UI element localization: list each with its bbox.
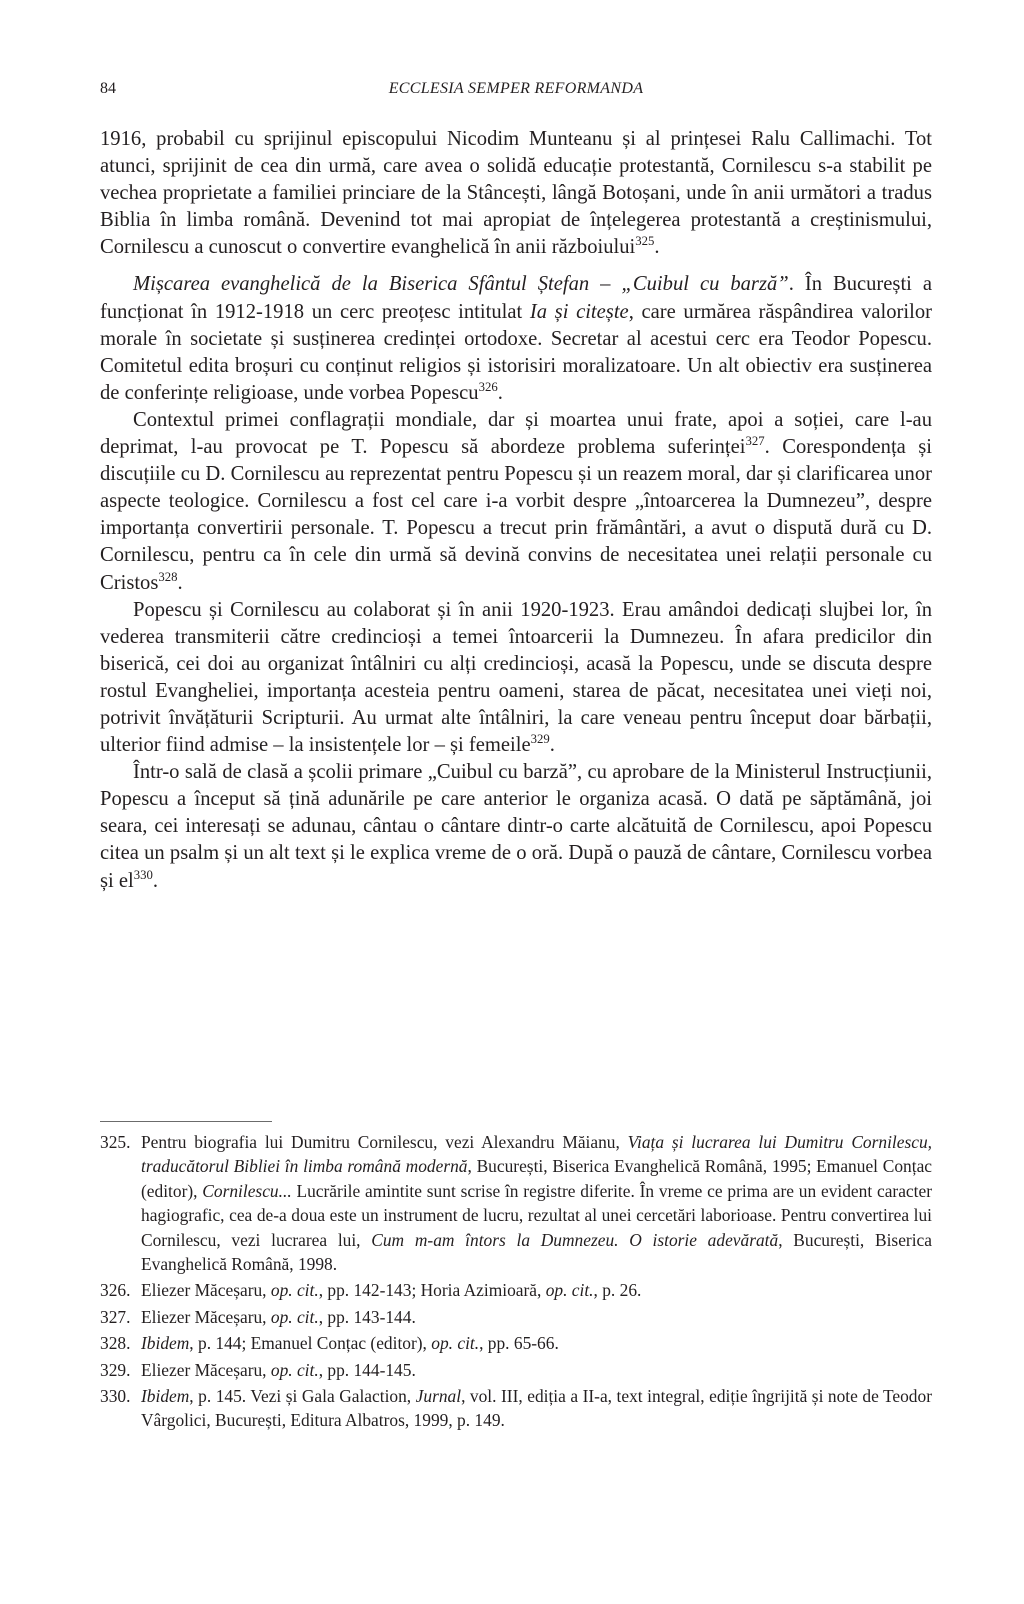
- paragraph-text: 1916, probabil cu sprijinul episcopului Nicodim Munteanu și al prințesei Ralu Callimachi. Tot atunci, sprijinit de cea din urmă, care avea o solidă educație protestantă, Cornilescu s-a stabilit pe vechea proprietate a familiei princiare de la Stâncești, lângă Botoșani, unde în anii următori a tradus Biblia în limba română. Devenind tot mai apropiat de înțelegerea protestantă a creștinismului, Cornilescu a cunoscut o convertire evanghelică în anii războiului: [100, 128, 932, 259]
- punctuation: .: [177, 571, 183, 594]
- citation-abbrev: op. cit.: [431, 1333, 480, 1354]
- citation-abbrev: Ibidem: [141, 1333, 190, 1354]
- cited-title: Cornilescu...: [202, 1180, 292, 1201]
- footnote-ref-326[interactable]: 326: [478, 379, 498, 394]
- footnote-number: 329.: [100, 1359, 131, 1380]
- footnote-number: 328.: [100, 1333, 131, 1354]
- paragraph-2: [100, 271, 932, 406]
- footnote-ref-329[interactable]: 329: [530, 732, 550, 747]
- footnote-ref-325[interactable]: 325: [635, 234, 655, 249]
- punctuation: .: [497, 381, 503, 404]
- footnote-ref-327[interactable]: 327: [745, 434, 765, 449]
- footnote-text: , pp. 144-145.: [318, 1359, 416, 1380]
- paragraph-text: Popescu și Cornilescu au colaborat și în anii 1920-1923. Erau amândoi dedicați slujbei lor, în vederea transmiterii către credincioși a temei întoarcerii la Dumnezeu. În afara predicilor din biserică, cei doi au organizat întâlniri cu alți credincioși, acasă la Popescu, unde se discuta despre rostul Evangheliei, importanța acesteia pentru oameni, starea de păcat, necesitatea unei vieți noi, potrivit învățăturii Scripturii. Au urmat alte întâlniri, la care veneau pentru început doar bărbații, ulterior fiind admise – la insistențele lor – și femeile: [100, 598, 932, 757]
- footnote-text: , p. 26.: [593, 1280, 642, 1301]
- paragraph-5: [100, 759, 932, 894]
- footnote-text: Eliezer Măceșaru,: [141, 1359, 271, 1380]
- cited-title: Jurnal: [415, 1386, 462, 1407]
- footnote-text: , pp. 143-144.: [318, 1306, 416, 1327]
- footnote-325: [100, 1130, 932, 1276]
- citation-abbrev: op. cit.: [545, 1280, 594, 1301]
- footnote-ref-328[interactable]: 328: [158, 569, 178, 584]
- footnote-329: [100, 1358, 932, 1382]
- citation-abbrev: op. cit.: [270, 1306, 319, 1327]
- page-number: 84: [100, 80, 116, 97]
- footnote-328: [100, 1331, 932, 1355]
- citation-abbrev: op. cit.: [270, 1280, 319, 1301]
- footnote-text: , pp. 142-143; Horia Azimioară,: [318, 1280, 546, 1301]
- footnote-number: 326.: [100, 1280, 131, 1301]
- footnote-text: Eliezer Măceșaru,: [141, 1280, 271, 1301]
- cited-title: Ia și citește: [529, 300, 629, 323]
- footnote-330: [100, 1384, 932, 1433]
- footnote-text: , p. 145. Vezi și Gala Galaction,: [189, 1386, 416, 1407]
- footnote-327: [100, 1305, 932, 1329]
- footnote-text: Pentru biografia lui Dumitru Cornilescu, vezi Alexandru Măianu,: [141, 1132, 628, 1152]
- citation-abbrev: Ibidem: [141, 1386, 190, 1407]
- citation-abbrev: op. cit.: [270, 1359, 319, 1380]
- paragraph-text: . În București a funcționat în 1912-1918 un cerc preoțesc intitulat: [100, 273, 932, 323]
- cited-title: Cum m-am întors la Dumnezeu. O istorie adevărată: [371, 1229, 779, 1250]
- footnote-number: 330.: [100, 1386, 131, 1407]
- footnote-text: , p. 144; Emanuel Conțac (editor),: [189, 1333, 432, 1354]
- footnote-text: Eliezer Măceșaru,: [141, 1306, 271, 1327]
- footnote-text: , București, Biserica Evanghelică Română, 1995; Emanuel Conțac (editor),: [141, 1156, 933, 1201]
- cited-title: Viața și lucrarea lui Dumitru Cornilescu, traducătorul Bibliei în limba română modernă: [141, 1132, 932, 1177]
- footnote-number: 327.: [100, 1306, 131, 1327]
- paragraph-text: Contextul primei conflagrații mondiale, dar și moartea unui frate, apoi a soției, care l-au deprimat, l-au provocat pe T. Popescu să abordeze problema suferinței: [100, 408, 932, 459]
- footnote-text: Lucrările amintite sunt scrise în registre diferite. În vreme ce prima are un evident caracter hagiografic, cea de-a doua este un instrument de lucru, rezultat al unei cercetări laborioase. Pentru convertirea lui Cornilescu, vezi lucrarea lui,: [141, 1180, 932, 1250]
- paragraph-1: [100, 126, 932, 261]
- punctuation: .: [654, 236, 660, 259]
- footnote-ref-330[interactable]: 330: [133, 867, 153, 882]
- footnote-text: , București, Biserica Evanghelică Română, 1998.: [141, 1229, 932, 1275]
- paragraph-text: Într-o sală de clasă a școlii primare „Cuibul cu barză”, cu aprobare de la Ministerul Instrucțiunii, Popescu a început să țină adunările pe care anterior le organiza acasă. O dată pe săptămână, joi seara, cei interesați se adunau, cântau o cântare dintr-o carte alcătuită de Cornilescu, apoi Popescu citea un psalm și un alt text și le explica vreme de o oră. După o pauză de cântare, Cornilescu vorbea și el: [100, 761, 932, 892]
- punctuation: .: [549, 734, 555, 757]
- footnotes: [100, 1130, 932, 1435]
- paragraph-4: [100, 597, 932, 760]
- footnote-text: , vol. III, ediția a II-a, text integral, ediție îngrijită și note de Teodor Vârgolici, București, Editura Albatros, 1999, p. 149.: [141, 1386, 932, 1431]
- running-title: ECCLESIA SEMPER REFORMANDA: [388, 80, 644, 97]
- main-text: [100, 126, 932, 895]
- section-heading: Mișcarea evanghelică de la Biserica Sfântul Ștefan – „Cuibul cu barză”: [133, 273, 789, 296]
- footnote-separator: [100, 1121, 272, 1122]
- footnote-text: , pp. 65-66.: [479, 1333, 559, 1354]
- paragraph-3: [100, 407, 932, 597]
- footnote-326: [100, 1278, 932, 1302]
- footnote-number: 325.: [100, 1132, 131, 1152]
- punctuation: .: [152, 869, 159, 892]
- running-header: [100, 78, 932, 106]
- paragraph-text: . Corespondența și discuțiile cu D. Cornilescu au reprezentat pentru Popescu și un reazem moral, dar și clarificarea unor aspecte teologice. Cornilescu a fost cel care i-a vorbit despre „întoarcerea la Dumnezeu”, despre importanța convertirii personale. T. Popescu a trecut prin frământări, a avut o dispută dură cu D. Cornilescu, pentru ca în cele din urmă să devină convins de necesitatea unei relații personale cu Cristos: [100, 436, 933, 594]
- paragraph-text: , care urmărea răspândirea valorilor morale în societate și susținerea credinței ortodoxe. Secretar al acestui cerc era Teodor Popescu. Comitetul edita broșuri cu conținut religios și istorisiri moralizatoare. Un alt obiectiv era susținerea de conferințe religioase, unde vorbea Popescu: [100, 300, 933, 404]
